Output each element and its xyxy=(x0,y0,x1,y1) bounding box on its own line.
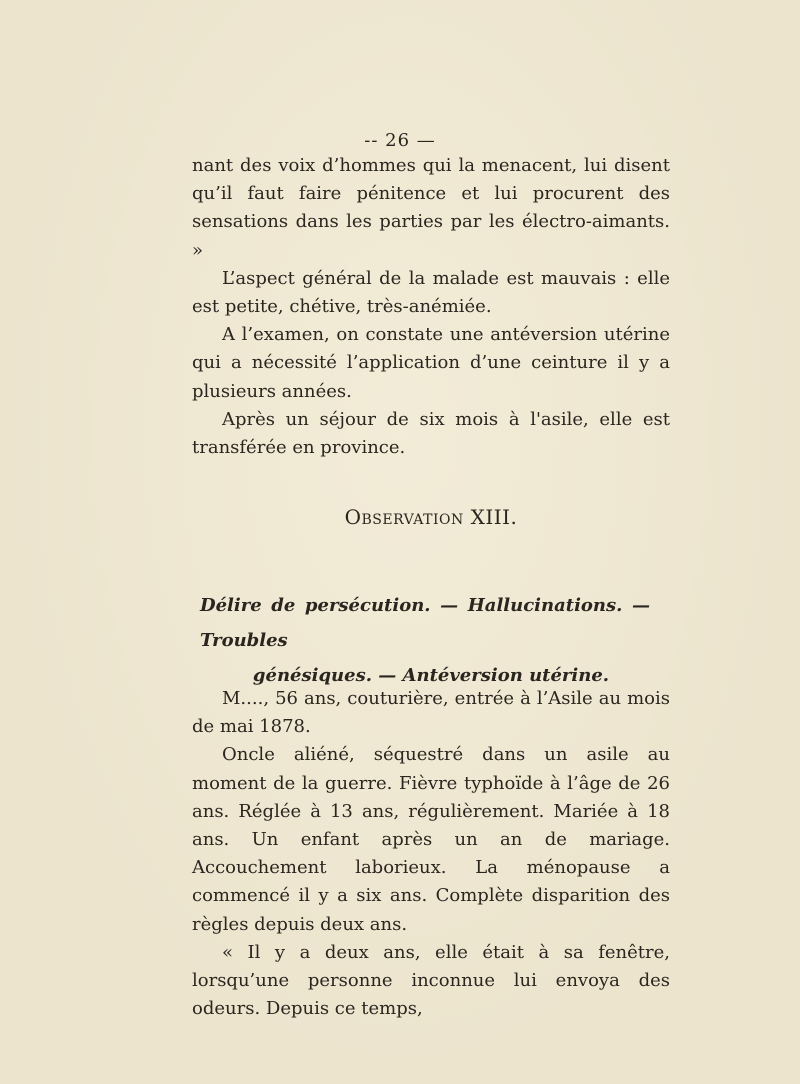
paragraph-continuation: nant des voix d’hommes qui la menacent, lui disent qu’il faut faire pénitence et lui procurent des sensations dans les parties par les électro-aimants. » xyxy=(192,155,670,261)
paragraph-transfer: Après un séjour de six mois à l'asile, elle est transférée en province. xyxy=(192,408,670,459)
subtitle-line-1: Délire de persécution. — Hallucinations. — Troubles xyxy=(200,595,650,651)
paragraph-patient-intro: M...., 56 ans, couturière, entrée à l’Asile au mois de mai 1878. xyxy=(192,688,670,738)
observation-number: XIII. xyxy=(470,505,518,529)
subtitle-line-2: génésiques. — Antéversion utérine. xyxy=(252,665,610,686)
observation-subtitle xyxy=(192,588,670,693)
paragraph-quote: « Il y a deux ans, elle était à sa fenêtre, lorsqu’une personne inconnue lui envoya des odeurs. Depuis ce temps, xyxy=(192,941,670,1020)
text-block-bottom xyxy=(192,685,670,1023)
page-number: -- 26 — xyxy=(364,130,436,151)
paragraph-general-aspect: L’aspect général de la malade est mauvais : elle est petite, chétive, très-anémiée. xyxy=(192,267,670,318)
observation-label: Observation xyxy=(344,505,464,529)
paragraph-history: Oncle aliéné, séquestré dans un asile au moment de la guerre. Fièvre typhoïde à l’âge de 26 ans. Réglée à 13 ans, régulièrement. Mariée à 18 ans. Un enfant après un an de mariage. Accouchement laborieux. La ménopause a commencé il y a six ans. Complète disparition des règles depuis deux ans. xyxy=(192,744,670,935)
text-block-top xyxy=(192,152,670,462)
paragraph-examination: A l’examen, on constate une antéversion utérine qui a nécessité l’application d’une ceinture il y a plusieurs années. xyxy=(192,324,670,402)
observation-heading xyxy=(192,505,670,529)
